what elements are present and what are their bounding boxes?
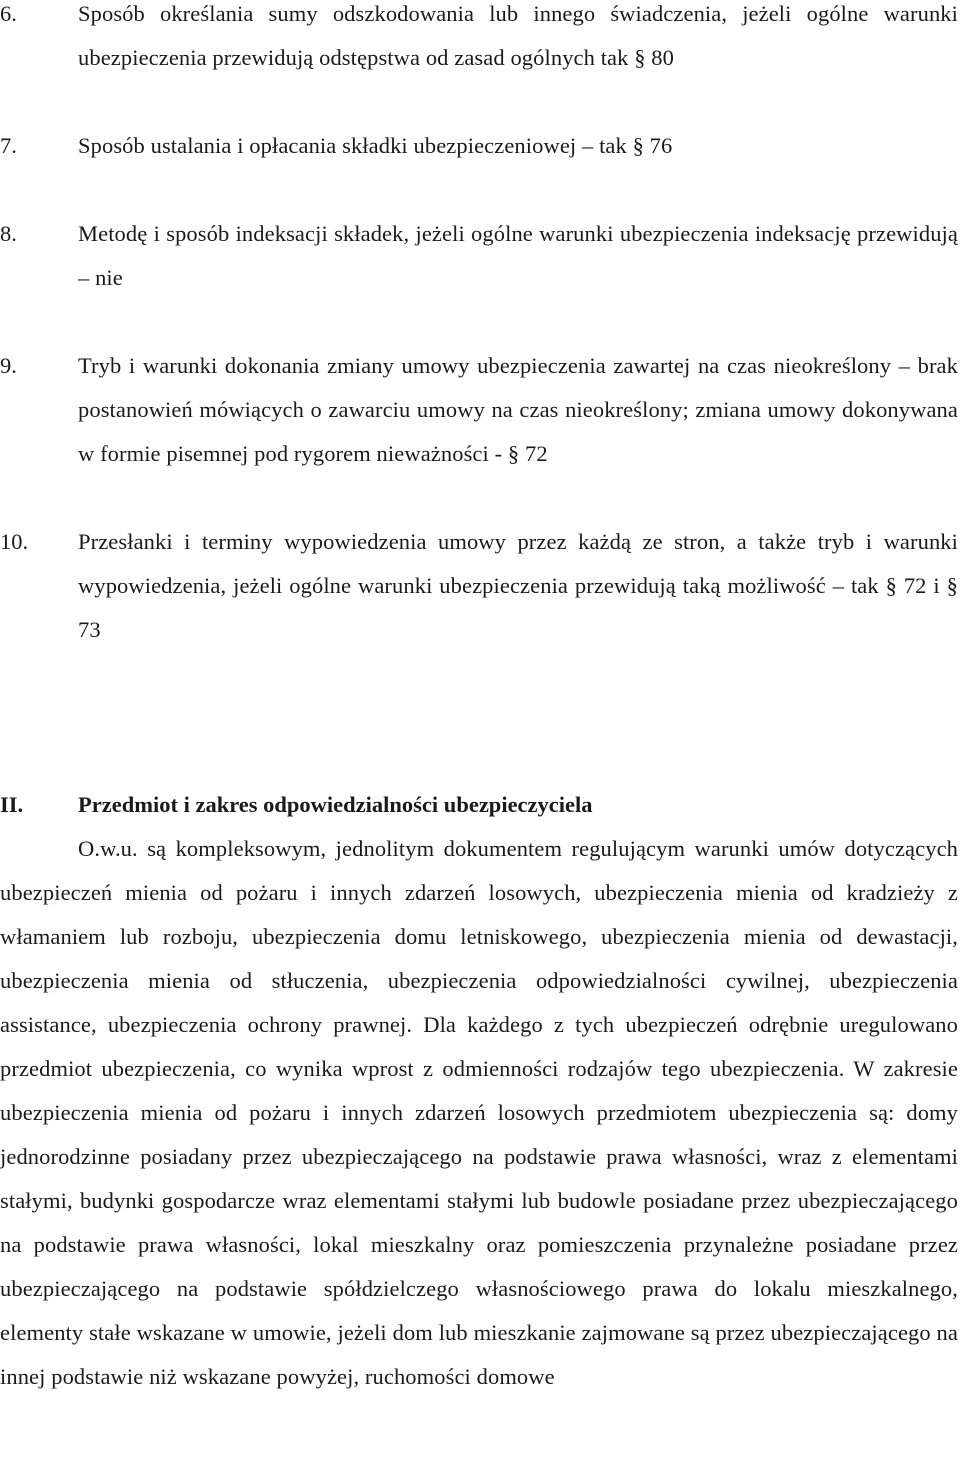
list-item-text: Sposób ustalania i opłacania składki ubezpieczeniowej – tak § 76 <box>78 133 673 158</box>
list-item-7 <box>0 124 960 168</box>
list-item-text: Metodę i sposób indeksacji składek, jeżeli ogólne warunki ubezpieczenia indeksację przewidują – nie <box>78 221 958 290</box>
section-number: II. <box>0 792 24 817</box>
list-item-9 <box>0 344 960 476</box>
list-item-number: 10. <box>0 529 29 554</box>
list-item-number: 9. <box>0 353 17 378</box>
list-item-number: 8. <box>0 221 17 246</box>
list-item-text: Sposób określania sumy odszkodowania lub innego świadczenia, jeżeli ogólne warunki ubezpieczenia przewidują odstępstwa od zasad ogólnych tak § 80 <box>78 1 958 70</box>
list-item-8 <box>0 212 960 300</box>
list-item-number: 7. <box>0 133 17 158</box>
section-title: Przedmiot i zakres odpowiedzialności ubezpieczyciela <box>78 792 593 817</box>
list-item-10 <box>0 520 960 652</box>
list-item-text: Przesłanki i terminy wypowiedzenia umowy przez każdą ze stron, a także tryb i warunki wypowiedzenia, jeżeli ogólne warunki ubezpieczenia przewidują taką możliwość – tak § 72 i § 73 <box>78 529 958 642</box>
list-item-6 <box>0 0 960 80</box>
section-heading <box>0 783 960 827</box>
list-item-text: Tryb i warunki dokonania zmiany umowy ubezpieczenia zawartej na czas nieokreślony – brak postanowień mówiących o zawarciu umowy na czas nieokreślony; zmiana umowy dokonywana w formie pisemnej pod rygorem nieważności - § 72 <box>78 353 958 466</box>
body-paragraph: O.w.u. są kompleksowym, jednolitym dokumentem regulującym warunki umów dotyczących ubezpieczeń mienia od pożaru i innych zdarzeń losowych, ubezpieczenia mienia od kradzieży z włamaniem lub rozboju, ubezpieczenia domu letniskowego, ubezpieczenia mienia od dewastacji, ubezpieczenia mienia od stłuczenia, ubezpieczenia odpowiedzialności cywilnej, ubezpieczenia assistance, ubezpieczenia ochrony prawnej. Dla każdego z tych ubezpieczeń odrębnie uregulowano przedmiot ubezpieczenia, co wynika wprost z odmienności rodzajów tego ubezpieczenia. W zakresie ubezpieczenia mienia od pożaru i innych zdarzeń losowych przedmiotem ubezpieczenia są: domy jednorodzinne posiadany przez ubezpieczającego na podstawie prawa własności, wraz z elementami stałymi, budynki gospodarcze wraz elementami stałymi lub budowle posiadane przez ubezpieczającego na podstawie prawa własności, lokal mieszkalny oraz pomieszczenia przynależne posiadane przez ubezpieczającego na podstawie spółdzielczego własnościowego prawa do lokalu mieszkalnego, elementy stałe wskazane w umowie, jeżeli dom lub mieszkanie zajmowane są przez ubezpieczającego na innej podstawie niż wskazane powyżej, ruchomości domowe <box>0 836 958 1389</box>
list-item-number: 6. <box>0 1 17 26</box>
